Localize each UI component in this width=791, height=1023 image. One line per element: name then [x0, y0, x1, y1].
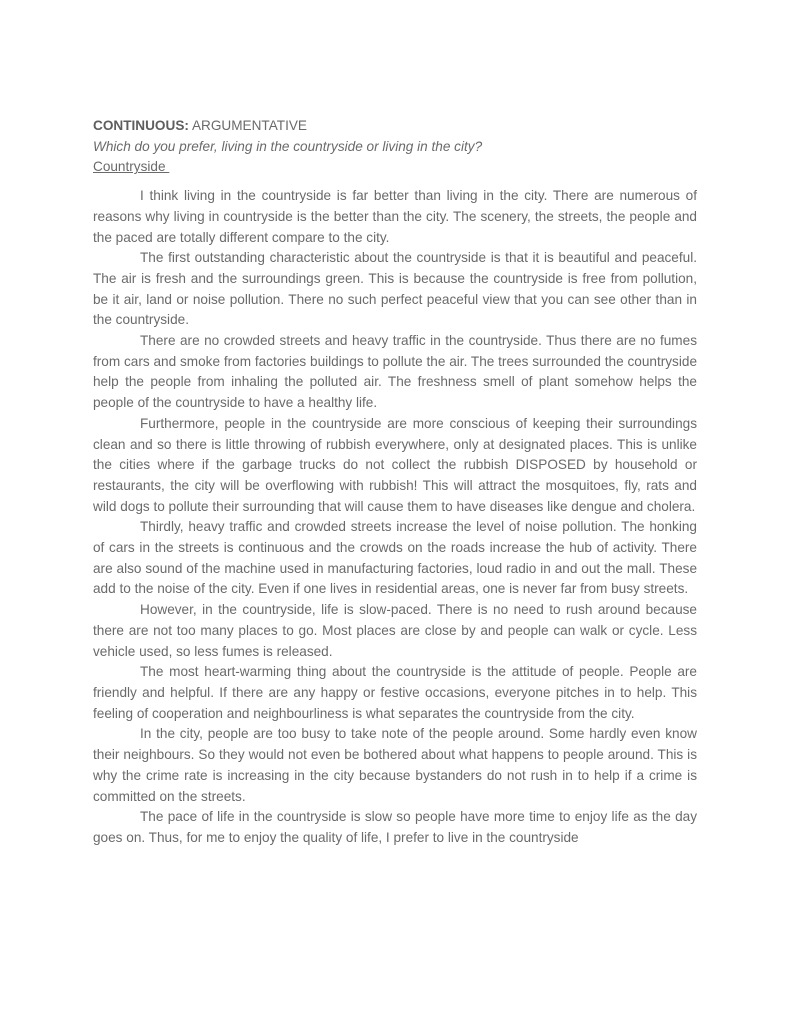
- paragraph: There are no crowded streets and heavy traffic in the countryside. Thus there are no fumes from cars and smoke from factories buildings to pollute the air. The trees surrounded the countryside help the people from inhaling the polluted air. The freshness smell of plant somehow helps the people of the countryside to have a healthy life.: [93, 333, 697, 411]
- heading-type: ARGUMENTATIVE: [188, 118, 307, 133]
- essay-question: Which do you prefer, living in the countryside or living in the city?: [93, 138, 483, 154]
- paragraph: The most heart-warming thing about the countryside is the attitude of people. People are friendly and helpful. If there are any happy or festive occasions, everyone pitches in to help. This feeling of cooperation and neighbourliness is what separates the countryside from the city.: [93, 664, 697, 721]
- essay-body: [93, 186, 697, 849]
- paragraph: I think living in the countryside is far better than living in the city. There are numerous of reasons why living in countryside is the better than the city. The scenery, the streets, the people and the paced are totally different compare to the city.: [93, 188, 697, 245]
- paragraph: Furthermore, people in the countryside are more conscious of keeping their surroundings clean and so there is little throwing of rubbish everywhere, only at designated places. This is unlike the cities where if the garbage trucks do not collect the rubbish DISPOSED by household or restaurants, the city will be overflowing with rubbish! This will attract the mosquitoes, fly, rats and wild dogs to pollute their surrounding that will cause them to have diseases like dengue and cholera.: [93, 415, 697, 514]
- document-page: [93, 116, 697, 849]
- heading-label: CONTINUOUS:: [93, 118, 189, 133]
- paragraph: The pace of life in the countryside is slow so people have more time to enjoy life as the day goes on. Thus, for me to enjoy the quality of life, I prefer to live in the countryside: [93, 809, 697, 845]
- paragraph: Thirdly, heavy traffic and crowded streets increase the level of noise pollution. The honking of cars in the streets is continuous and the crowds on the roads increase the hub of activity. There are also sound of the machine used in manufacturing factories, loud radio in and out the mall. These add to the noise of the city. Even if one lives in residential areas, one is never far from busy streets.: [93, 519, 697, 597]
- document-heading: [93, 116, 697, 137]
- paragraph: However, in the countryside, life is slow-paced. There is no need to rush around because there are not too many places to go. Most places are close by and people can walk or cycle. Less vehicle used, so less fumes is released.: [93, 602, 697, 659]
- essay-subtitle: Countryside: [93, 159, 170, 175]
- paragraph: In the city, people are too busy to take note of the people around. Some hardly even know their neighbours. So they would not even be bothered about what happens to people around. This is why the crime rate is increasing in the city because bystanders do not rush in to help if a crime is committed on the streets.: [93, 726, 697, 804]
- paragraph: The first outstanding characteristic about the countryside is that it is beautiful and peaceful. The air is fresh and the surroundings green. This is because the countryside is free from pollution, be it air, land or noise pollution. There no such perfect peaceful view that you can see other than in the countryside.: [93, 250, 697, 328]
